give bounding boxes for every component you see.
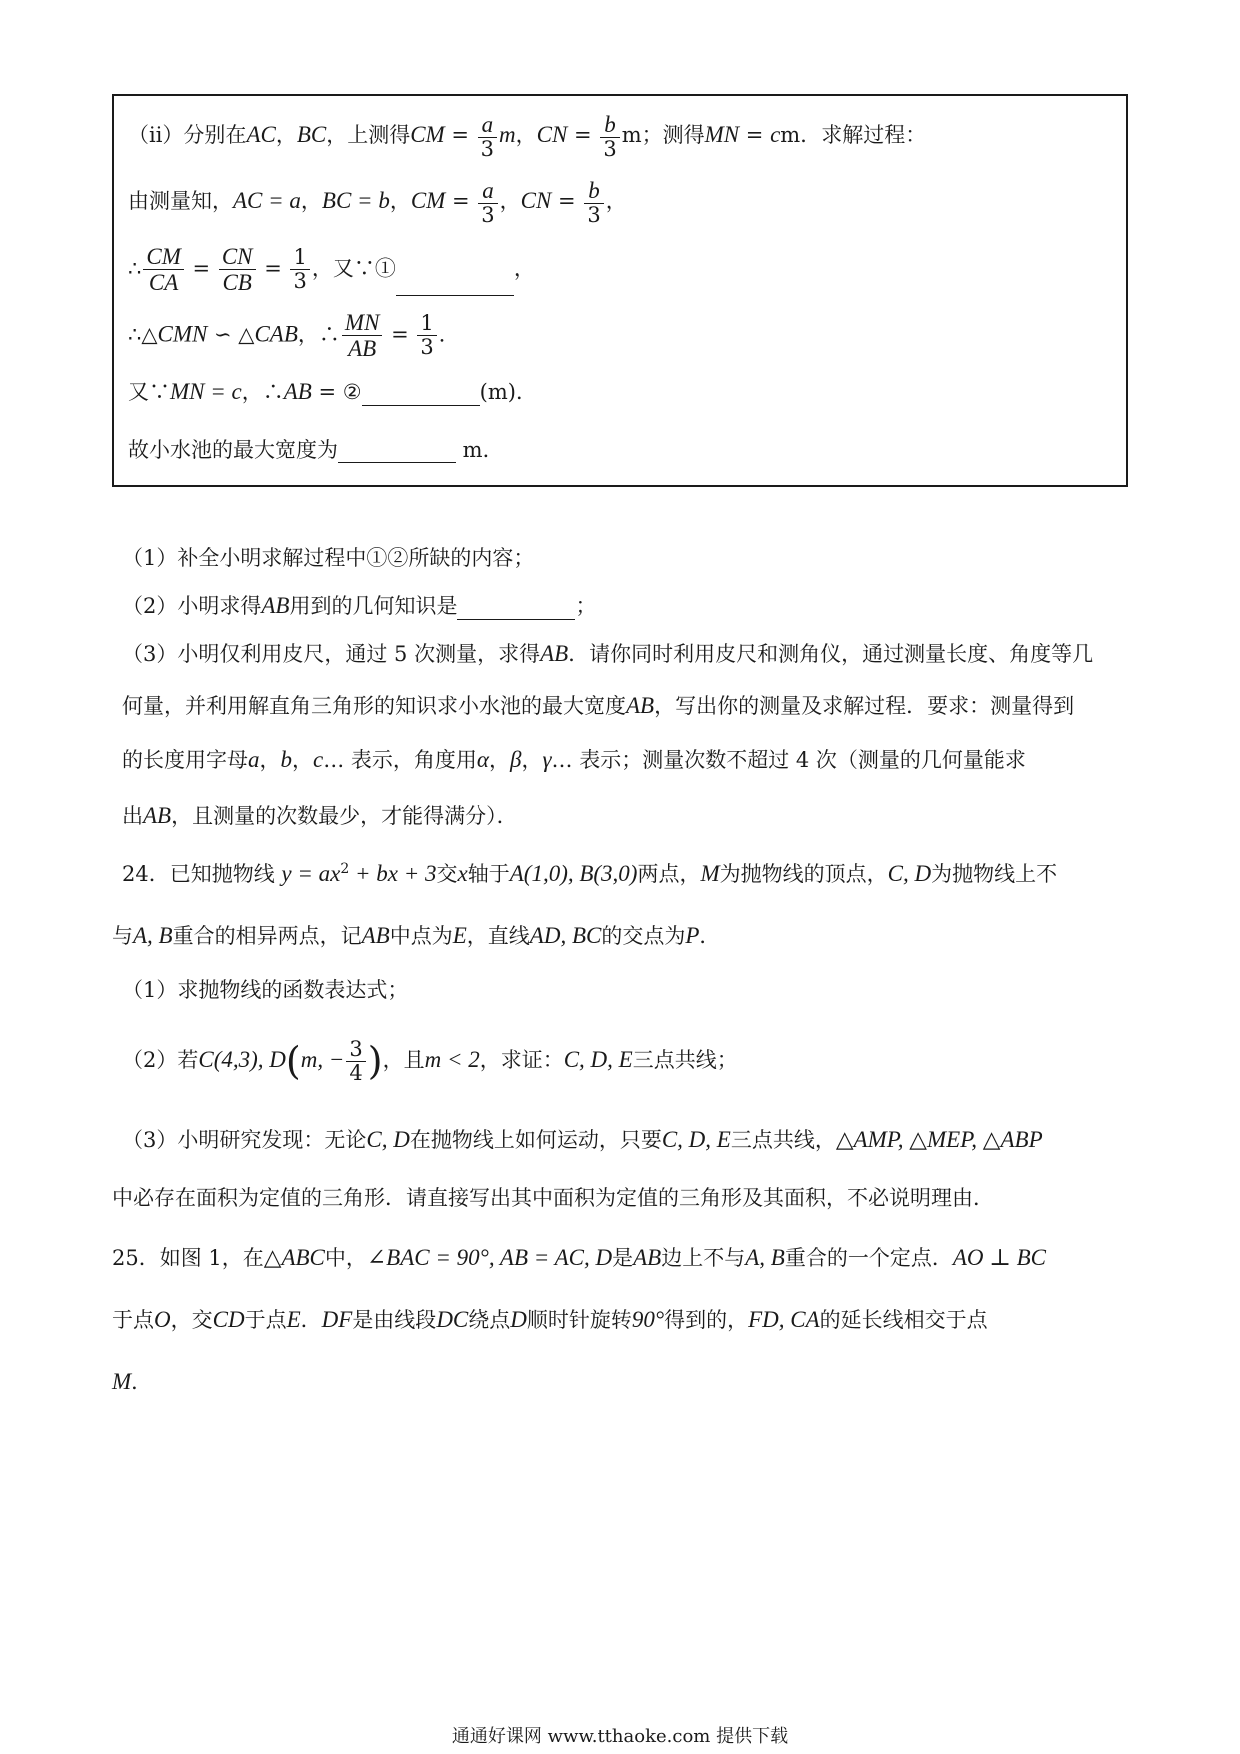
fraction: $\frac{b}{3}$	[600, 112, 619, 161]
answer-blank-width[interactable]	[338, 440, 456, 463]
problem-25-line-1: 25．如图 1，在△ABC中，∠BAC = 90°, AB = AC, D是AB边上不与A, B重合的一个定点．AO ⊥ BC	[112, 1245, 1047, 1270]
fraction: $\frac{b}{3}$	[584, 178, 603, 227]
box-line-2: 由测量知，AC = a，BC = b，CM = $\frac{a}{3}$ ，CN = $\frac{b}{3}$ ，	[128, 178, 627, 228]
problem-24-part-3-line-2: 中必存在面积为定值的三角形．请直接写出其中面积为定值的三角形及其面积，不必说明理由．	[112, 1186, 994, 1210]
footer-watermark: 通通好课网 www.tthaoke.com 提供下载	[451, 1726, 789, 1747]
problem-24-line-2: 与A, B重合的相异两点，记AB中点为E，直线AD, BC的交点为P．	[112, 923, 721, 948]
fraction: $\frac{CN}{CB}$	[219, 244, 256, 296]
box-line-1: （ⅱ）分别在AC，BC，上测得CM = $\frac{a}{3}$ m，CN = $\frac{b}{3}$ m；测得MN = cm．求解过程：	[128, 112, 927, 162]
question-3-line-2: 何量，并利用解直角三角形的知识求小水池的最大宽度AB，写出你的测量及求解过程．要求：测量得到	[122, 693, 1075, 718]
fraction: $\frac{1}{3}$	[417, 312, 436, 359]
problem-25-line-2: 于点O，交CD于点E．DF是由线段DC绕点D顺时针旋转90°得到的，FD, CA的延长线相交于点	[112, 1307, 988, 1332]
problem-24-part-3-line-1: （3）小明研究发现：无论C, D在抛物线上如何运动，只要C, D, E三点共线，△AMP, △MEP, △ABP	[122, 1127, 1043, 1152]
fraction: $\frac{CM}{CA}$	[143, 244, 184, 296]
fraction: $\frac{a}{3}$	[478, 178, 497, 227]
fraction: $\frac{1}{3}$	[290, 246, 309, 293]
question-3-line-3: 的长度用字母a，b，c… 表示，角度用α，β，γ… 表示；测量次数不超过 4 次（测量的几何量能求	[122, 747, 1026, 772]
fraction: $\frac{MN}{AB}$	[342, 310, 383, 362]
question-3-line-4: 出AB，且测量的次数最少，才能得满分）．	[122, 803, 518, 828]
question-1: （1）补全小明求解过程中①②所缺的内容；	[122, 546, 535, 570]
question-2: （2）小明求得AB用到的几何知识是 ；	[122, 593, 597, 618]
answer-blank-2[interactable]	[362, 383, 480, 406]
problem-24-line-1: 24．已知抛物线 $y = ax^2$ + bx + 3交x轴于A(1,0), B(3,0)两点，M为抛物线的顶点，C, D为抛物线上不	[122, 861, 1058, 886]
answer-blank-1[interactable]	[396, 273, 514, 296]
answer-blank-3[interactable]	[457, 597, 575, 620]
problem-24-part-1: （1）求抛物线的函数表达式；	[122, 978, 409, 1002]
problem-25-line-3: M．	[112, 1369, 153, 1394]
box-line-5: 又∵MN = c，∴AB = ② (m)．	[128, 379, 537, 404]
question-3-line-1: （3）小明仅利用皮尺，通过 5 次测量，求得AB．请你同时利用皮尺和测角仪，通过测量长度、角度等几	[122, 641, 1094, 666]
fraction: $\frac{3}{4}$	[346, 1038, 365, 1085]
box-line-6: 故小水池的最大宽度为 m．	[128, 438, 504, 462]
box-line-4: ∴△CMN ∽ △CAB，∴ $\frac{MN}{AB}$ = $\frac{1}{3}$ ．	[128, 310, 460, 362]
box-line-3: ∴ $\frac{CM}{CA}$ = $\frac{CN}{CB}$ = $\frac{1}{3}$ ，又∵① ，	[128, 244, 535, 296]
fraction: $\frac{a}{3}$	[478, 112, 497, 161]
problem-24-part-2: （2）若C(4,3), D(m, − $\frac{3}{4}$ )，且m < 2，求证：C, D, E三点共线；	[122, 1037, 738, 1086]
